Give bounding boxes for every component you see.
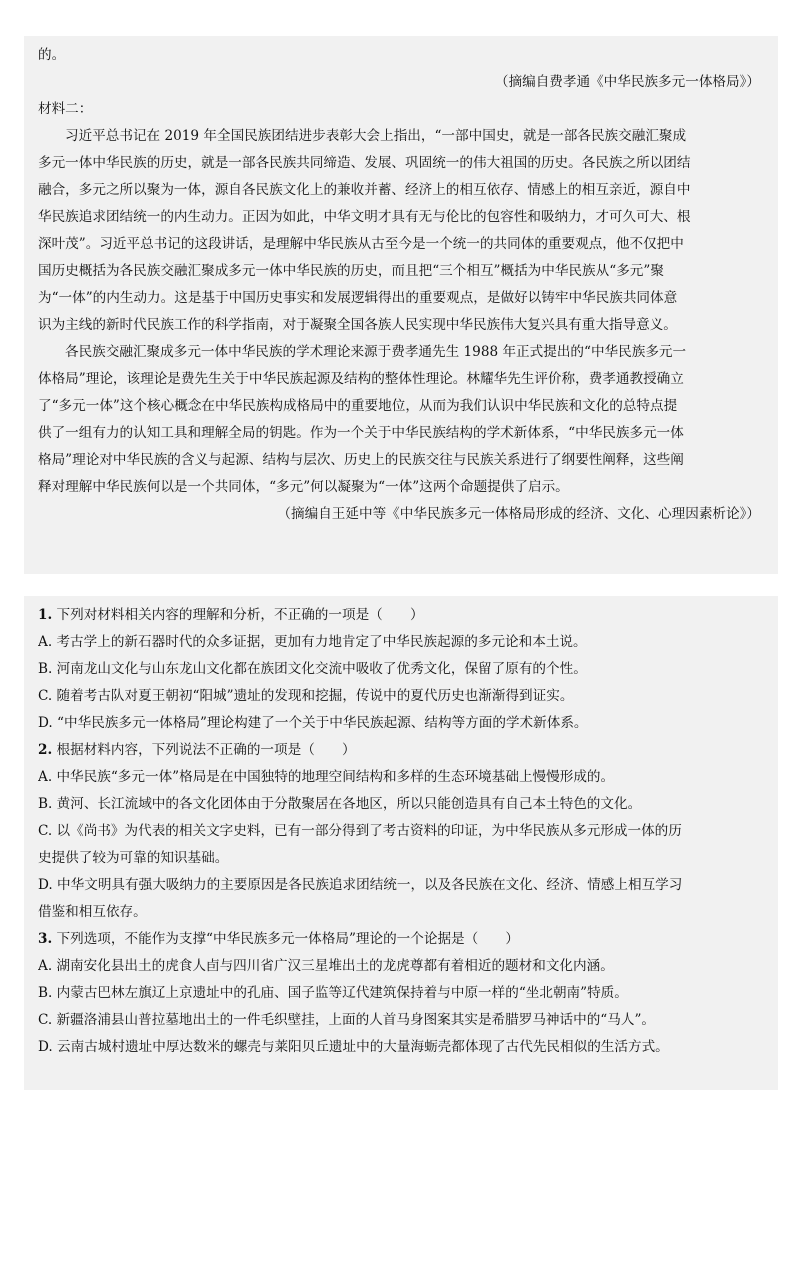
paragraph-line: 多元一体中华民族的历史，就是一部各民族共同缔造、发展、巩固统一的伟大祖国的历史。各民族之所以团结 bbox=[38, 155, 691, 171]
question-number: 3. bbox=[38, 931, 53, 947]
source-citation-1: （摘编自费孝通《中华民族多元一体格局》） bbox=[494, 74, 760, 90]
paragraph-line: 释对理解中华民族何以是一个共同体，“多元”何以凝聚为“一体”这两个命题提供了启示。 bbox=[38, 479, 569, 495]
paragraph-line: 识为主线的新时代民族工作的科学指南，对于凝聚全国各族人民实现中华民族伟大复兴具有重大指导意义。 bbox=[38, 317, 677, 333]
question-3-option-c[interactable]: C. 新疆洛浦县山普拉墓地出土的一件毛织壁挂，上面的人首马身图案其实是希腊罗马神话中的“马人”。 bbox=[38, 1012, 655, 1028]
question-3-option-d[interactable]: D. 云南古城村遗址中厚达数米的螺壳与莱阳贝丘遗址中的大量海蛎壳都体现了古代先民相似的生活方式。 bbox=[38, 1039, 669, 1055]
paragraph-line: 了“多元一体”这个核心概念在中华民族构成格局中的重要地位，从而为我们认识中华民族和文化的总特点提 bbox=[38, 398, 678, 414]
option-line: C. 以《尚书》为代表的相关文字史料，已有一部分得到了考古资料的印证，为中华民族从多元形成一体的历 bbox=[38, 823, 682, 839]
question-text: 下列选项，不能作为支撑“中华民族多元一体格局”理论的一个论据是（ ） bbox=[56, 931, 520, 947]
material-2-paragraph-1 bbox=[38, 123, 764, 339]
material-2-heading: 材料二： bbox=[38, 101, 93, 117]
passage-lead-tail: 的。 bbox=[38, 47, 66, 63]
paragraph-line: 国历史概括为各民族交融汇聚成多元一体中华民族的历史，而且把“三个相互”概括为中华民族从“多元”聚 bbox=[38, 263, 664, 279]
question-text: 根据材料内容，下列说法不正确的一项是（ ） bbox=[56, 742, 356, 758]
paragraph-line: 习近平总书记在 2019 年全国民族团结进步表彰大会上指出，“一部中国史，就是一部各民族交融汇聚成 bbox=[65, 128, 687, 144]
question-3-stem bbox=[38, 926, 764, 953]
question-1-option-b[interactable]: B. 河南龙山文化与山东龙山文化都在族团文化交流中吸收了优秀文化，保留了原有的个性。 bbox=[38, 661, 587, 677]
question-2-option-a[interactable]: A. 中华民族“多元一体”格局是在中国独特的地理空间结构和多样的生态环境基础上慢慢形成的。 bbox=[38, 769, 615, 785]
question-number: 1. bbox=[38, 607, 53, 623]
paragraph-line: 供了一组有力的认知工具和理解全局的钥匙。作为一个关于中华民族结构的学术新体系，“中华民族多元一体 bbox=[38, 425, 684, 441]
material-2-paragraph-2 bbox=[38, 339, 764, 501]
question-2-option-c[interactable] bbox=[38, 818, 764, 872]
question-1-option-d[interactable]: D. “中华民族多元一体格局”理论构建了一个关于中华民族起源、结构等方面的学术新体系。 bbox=[38, 715, 588, 731]
question-1-option-a[interactable]: A. 考古学上的新石器时代的众多证据，更加有力地肯定了中华民族起源的多元论和本土说。 bbox=[38, 634, 587, 650]
paragraph-line: 为“一体”的内生动力。这是基于中国历史事实和发展逻辑得出的重要观点，是做好以铸牢中华民族共同体意 bbox=[38, 290, 678, 306]
paragraph-line: 各民族交融汇聚成多元一体中华民族的学术理论来源于费孝通先生 1988 年正式提出的“中华民族多元一 bbox=[65, 344, 687, 360]
paragraph-line: 体格局”理论，该理论是费先生关于中华民族起源及结构的整体性理论。林耀华先生评价称，费孝通教授确立 bbox=[38, 371, 684, 387]
option-line: 借鉴和相互依存。 bbox=[38, 904, 147, 920]
option-line: 史提供了较为可靠的知识基础。 bbox=[38, 850, 229, 866]
option-line: D. 中华文明具有强大吸纳力的主要原因是各民族追求团结统一，以及各民族在文化、经济、情感上相互学习 bbox=[38, 877, 683, 893]
question-1-stem bbox=[38, 602, 764, 629]
question-3-option-b[interactable]: B. 内蒙古巴林左旗辽上京遗址中的孔庙、国子监等辽代建筑保持着与中原一样的“坐北朝南”特质。 bbox=[38, 985, 628, 1001]
question-text: 下列对材料相关内容的理解和分析，不正确的一项是（ ） bbox=[56, 607, 424, 623]
reading-passage bbox=[24, 36, 778, 574]
paragraph-line: 融合，多元之所以聚为一体，源自各民族文化上的兼收并蓄、经济上的相互依存、情感上的相互亲近，源自中 bbox=[38, 182, 691, 198]
question-2-stem bbox=[38, 737, 764, 764]
source-citation-2: （摘编自王延中等《中华民族多元一体格局形成的经济、文化、心理因素析论》） bbox=[277, 506, 760, 522]
paragraph-line: 华民族追求团结统一的内生动力。正因为如此，中华文明才具有无与伦比的包容性和吸纳力，才可久可大、根 bbox=[38, 209, 691, 225]
question-1-option-c[interactable]: C. 随着考古队对夏王朝初“阳城”遗址的发现和挖掘，传说中的夏代历史也渐渐得到证实。 bbox=[38, 688, 574, 704]
paragraph-line: 深叶茂”。习近平总书记的这段讲话，是理解中华民族从古至今是一个统一的共同体的重要观点，他不仅把中 bbox=[38, 236, 684, 252]
question-2-option-b[interactable]: B. 黄河、长江流域中的各文化团体由于分散聚居在各地区，所以只能创造具有自己本土特色的文化。 bbox=[38, 796, 642, 812]
paragraph-line: 格局”理论对中华民族的含义与起源、结构与层次、历史上的民族交往与民族关系进行了纲要性阐释，这些阐 bbox=[38, 452, 684, 468]
question-2-option-d[interactable] bbox=[38, 872, 764, 926]
question-section bbox=[24, 596, 778, 1090]
question-number: 2. bbox=[38, 742, 53, 758]
question-3-option-a[interactable]: A. 湖南安化县出土的虎食人卣与四川省广汉三星堆出土的龙虎尊都有着相近的题材和文化内涵。 bbox=[38, 958, 614, 974]
